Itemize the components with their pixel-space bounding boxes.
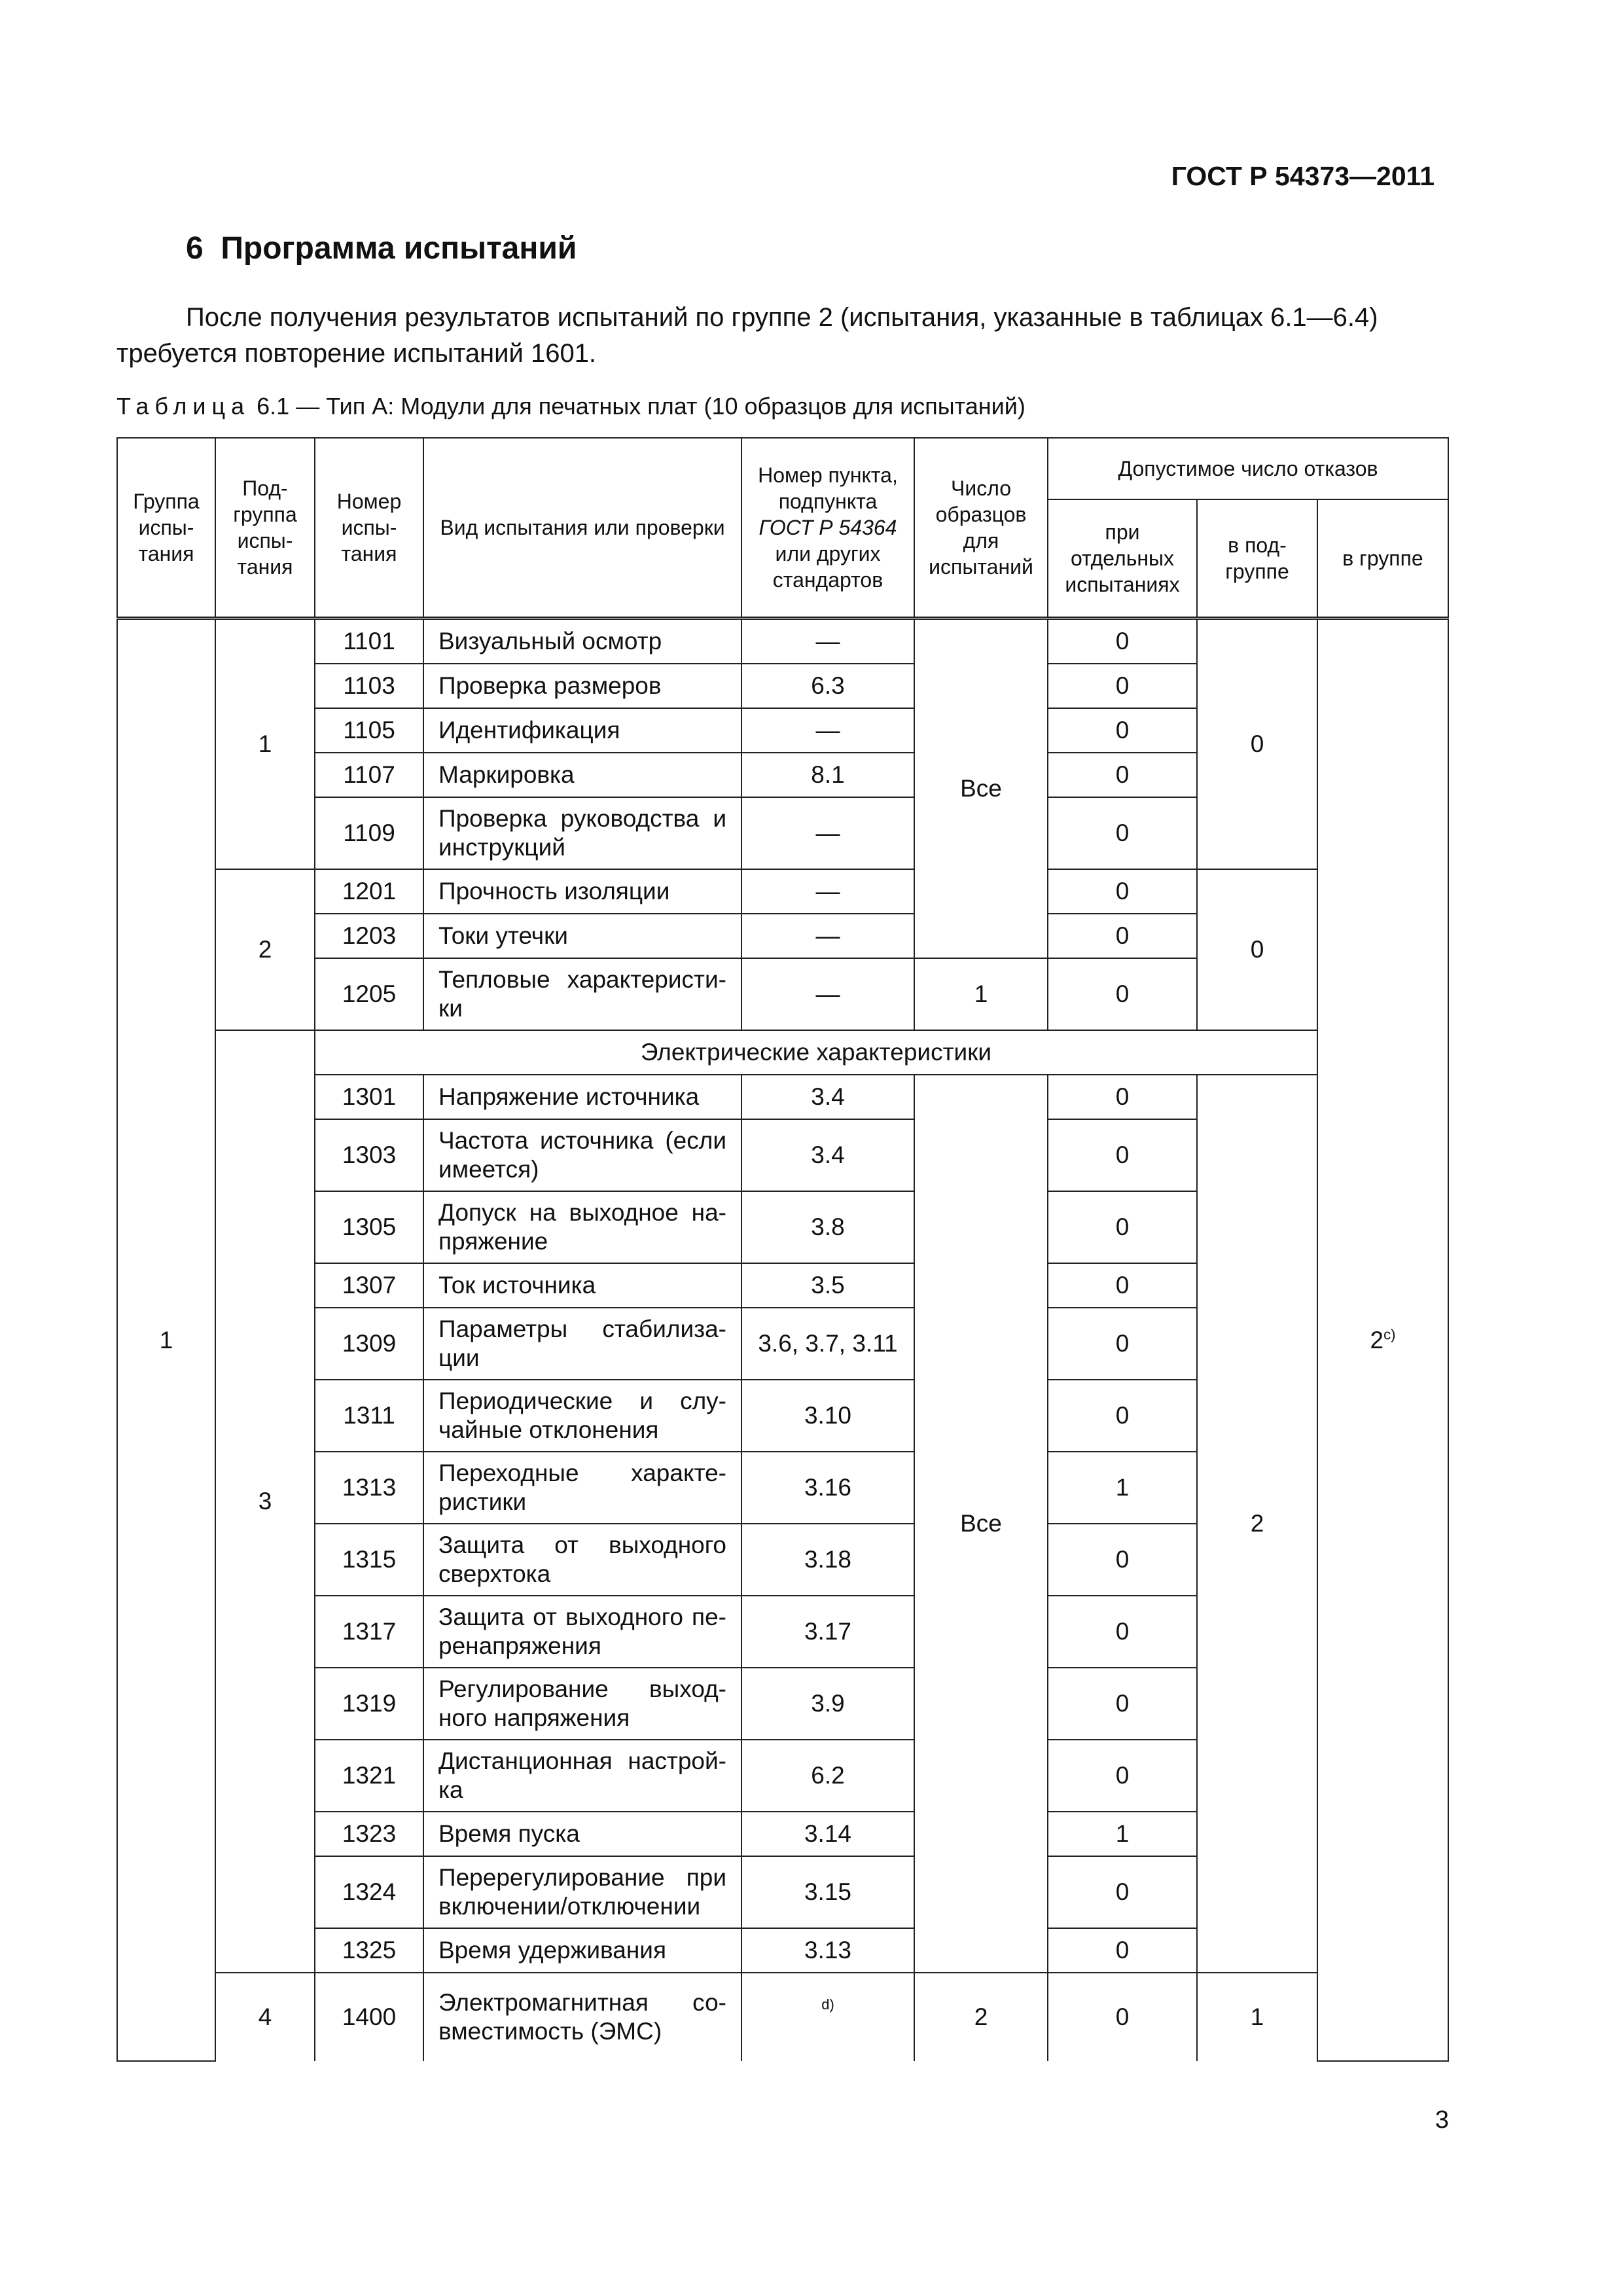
header-test-number: Номер испы- тания bbox=[315, 438, 423, 619]
samples-cell: Все bbox=[914, 1075, 1048, 1973]
table-row bbox=[117, 1973, 1448, 2061]
subgroup-failures: 1 bbox=[1197, 1973, 1317, 2061]
test-number: 1205 bbox=[315, 958, 423, 1030]
samples-cell: Все bbox=[914, 619, 1048, 959]
test-failures: 0 bbox=[1048, 1668, 1197, 1740]
group-failures-note: c) bbox=[1383, 1326, 1396, 1343]
test-failures: 0 bbox=[1048, 1856, 1197, 1928]
test-failures: 0 bbox=[1048, 1075, 1197, 1119]
table-row bbox=[117, 869, 1448, 914]
subgroup-cell: 1 bbox=[215, 619, 315, 870]
test-failures: 0 bbox=[1048, 797, 1197, 869]
test-name: Токи утечки bbox=[423, 914, 741, 958]
test-clause: 3.15 bbox=[741, 1856, 914, 1928]
subgroup-failures: 2 bbox=[1197, 1075, 1317, 1973]
test-number: 1315 bbox=[315, 1524, 423, 1596]
table-caption-text: 6.1 — Тип А: Модули для печатных плат (10 образцов для испытаний) bbox=[250, 393, 1026, 420]
test-name: Параметры стабилиза- ции bbox=[423, 1308, 741, 1380]
header-fail-group: в группе bbox=[1317, 499, 1448, 619]
section-title: 6 Программа испытаний bbox=[186, 231, 577, 266]
group-failures bbox=[1317, 619, 1448, 2062]
test-name: Напряжение источника bbox=[423, 1075, 741, 1119]
intro-line-1: После получения результатов испытаний по группе 2 (испытания, указанные в таблицах 6.1—6.4) bbox=[186, 303, 1378, 332]
test-number: 1109 bbox=[315, 797, 423, 869]
test-name: Проверка руководства и инструкций bbox=[423, 797, 741, 869]
test-clause: 3.4 bbox=[741, 1075, 914, 1119]
header-subgroup: Под- группа испы- тания bbox=[215, 438, 315, 619]
test-clause: — bbox=[741, 958, 914, 1030]
test-clause: 3.8 bbox=[741, 1191, 914, 1263]
test-name: Регулирование выход- ного напряжения bbox=[423, 1668, 741, 1740]
group-cell: 1 bbox=[117, 619, 215, 2062]
subgroup-cell: 4 bbox=[215, 1973, 315, 2061]
table-caption bbox=[116, 393, 1026, 420]
test-failures: 0 bbox=[1048, 1380, 1197, 1452]
header-fail-individual: при отдельных испытаниях bbox=[1048, 499, 1197, 619]
test-failures: 0 bbox=[1048, 664, 1197, 708]
test-name: Время удерживания bbox=[423, 1928, 741, 1973]
test-name: Ток источника bbox=[423, 1263, 741, 1308]
test-number: 1309 bbox=[315, 1308, 423, 1380]
test-failures: 0 bbox=[1048, 1596, 1197, 1668]
test-clause: 3.13 bbox=[741, 1928, 914, 1973]
test-number: 1323 bbox=[315, 1812, 423, 1856]
intro-line-2: требуется повторение испытаний 1601. bbox=[116, 339, 597, 368]
test-name: Частота источника (если имеется) bbox=[423, 1119, 741, 1191]
test-clause: — bbox=[741, 797, 914, 869]
test-clause: 3.10 bbox=[741, 1380, 914, 1452]
test-clause: 3.6, 3.7, 3.11 bbox=[741, 1308, 914, 1380]
test-number: 1101 bbox=[315, 619, 423, 664]
test-number: 1201 bbox=[315, 869, 423, 914]
header-fail-subgroup: в под- группе bbox=[1197, 499, 1317, 619]
test-clause: 3.17 bbox=[741, 1596, 914, 1668]
subgroup-cell: 3 bbox=[215, 1030, 315, 1973]
test-name: Тепловые характеристи- ки bbox=[423, 958, 741, 1030]
test-clause: 6.3 bbox=[741, 664, 914, 708]
test-name: Перерегулирование при включении/отключении bbox=[423, 1856, 741, 1928]
subgroup-cell: 2 bbox=[215, 869, 315, 1030]
test-number: 1313 bbox=[315, 1452, 423, 1524]
samples-cell: 2 bbox=[914, 1973, 1048, 2061]
test-clause: 3.16 bbox=[741, 1452, 914, 1524]
test-clause: — bbox=[741, 914, 914, 958]
test-clause: 3.9 bbox=[741, 1668, 914, 1740]
test-number: 1311 bbox=[315, 1380, 423, 1452]
group-failures-value: 2 bbox=[1370, 1326, 1384, 1354]
table-row bbox=[117, 1075, 1448, 1119]
samples-cell: 1 bbox=[914, 958, 1048, 1030]
test-failures: 0 bbox=[1048, 1928, 1197, 1973]
test-failures: 1 bbox=[1048, 1452, 1197, 1524]
test-failures: 0 bbox=[1048, 914, 1197, 958]
test-number: 1303 bbox=[315, 1119, 423, 1191]
standard-code: ГОСТ Р 54373—2011 bbox=[1171, 161, 1435, 191]
test-name: Время пуска bbox=[423, 1812, 741, 1856]
test-failures: 0 bbox=[1048, 1263, 1197, 1308]
subgroup-failures: 0 bbox=[1197, 869, 1317, 1030]
test-failures: 0 bbox=[1048, 619, 1197, 664]
test-failures: 0 bbox=[1048, 1740, 1197, 1812]
test-name: Периодические и слу- чайные отклонения bbox=[423, 1380, 741, 1452]
test-clause: 3.5 bbox=[741, 1263, 914, 1308]
test-failures: 0 bbox=[1048, 958, 1197, 1030]
header-clause-line-1: Номер пункта, подпункта bbox=[758, 463, 898, 513]
header-allowed-failures: Допустимое число отказов bbox=[1048, 438, 1448, 499]
test-failures: 1 bbox=[1048, 1812, 1197, 1856]
section-row-title: Электрические характеристики bbox=[315, 1030, 1317, 1075]
test-number: 1317 bbox=[315, 1596, 423, 1668]
header-test-kind: Вид испытания или проверки bbox=[423, 438, 741, 619]
test-program-table bbox=[116, 437, 1449, 2062]
test-name: Допуск на выходное на- пряжение bbox=[423, 1191, 741, 1263]
page-number: 3 bbox=[1435, 2106, 1449, 2134]
test-failures: 0 bbox=[1048, 1973, 1197, 2061]
test-name: Идентификация bbox=[423, 708, 741, 753]
table-row bbox=[117, 619, 1448, 664]
test-name: Визуальный осмотр bbox=[423, 619, 741, 664]
test-name: Защита от выходного сверхтока bbox=[423, 1524, 741, 1596]
test-number: 1301 bbox=[315, 1075, 423, 1119]
test-clause: — bbox=[741, 708, 914, 753]
test-clause: 3.14 bbox=[741, 1812, 914, 1856]
test-clause: 6.2 bbox=[741, 1740, 914, 1812]
test-number: 1203 bbox=[315, 914, 423, 958]
test-number: 1307 bbox=[315, 1263, 423, 1308]
table-row bbox=[117, 1030, 1448, 1075]
test-number: 1324 bbox=[315, 1856, 423, 1928]
test-clause: — bbox=[741, 869, 914, 914]
test-name: Прочность изоляции bbox=[423, 869, 741, 914]
test-clause-note: d) bbox=[741, 1973, 914, 2061]
intro-paragraph bbox=[116, 300, 1441, 372]
test-failures: 0 bbox=[1048, 1524, 1197, 1596]
subgroup-failures: 0 bbox=[1197, 619, 1317, 870]
test-failures: 0 bbox=[1048, 1308, 1197, 1380]
test-name: Маркировка bbox=[423, 753, 741, 797]
test-name: Защита от выходного пе- ренапряжения bbox=[423, 1596, 741, 1668]
test-number: 1105 bbox=[315, 708, 423, 753]
test-name: Проверка размеров bbox=[423, 664, 741, 708]
test-failures: 0 bbox=[1048, 869, 1197, 914]
test-clause: 3.4 bbox=[741, 1119, 914, 1191]
test-clause: 3.18 bbox=[741, 1524, 914, 1596]
test-clause: — bbox=[741, 619, 914, 664]
test-name: Переходные характе- ристики bbox=[423, 1452, 741, 1524]
test-clause: 8.1 bbox=[741, 753, 914, 797]
header-clause-standard: ГОСТ Р 54364 bbox=[758, 516, 897, 539]
test-number: 1103 bbox=[315, 664, 423, 708]
test-failures: 0 bbox=[1048, 708, 1197, 753]
header-group: Группа испы- тания bbox=[117, 438, 215, 619]
header-clause bbox=[741, 438, 914, 619]
test-failures: 0 bbox=[1048, 753, 1197, 797]
test-number: 1305 bbox=[315, 1191, 423, 1263]
table-caption-prefix: Таблица bbox=[116, 393, 251, 420]
test-failures: 0 bbox=[1048, 1119, 1197, 1191]
test-failures: 0 bbox=[1048, 1191, 1197, 1263]
header-samples: Число образцов для испытаний bbox=[914, 438, 1048, 619]
test-number: 1107 bbox=[315, 753, 423, 797]
test-name: Электромагнитная со- вместимость (ЭМС) bbox=[423, 1973, 741, 2061]
test-number: 1319 bbox=[315, 1668, 423, 1740]
header-clause-line-3: или других стандартов bbox=[772, 542, 883, 592]
test-name: Дистанционная настрой- ка bbox=[423, 1740, 741, 1812]
test-number: 1325 bbox=[315, 1928, 423, 1973]
test-number: 1321 bbox=[315, 1740, 423, 1812]
test-number: 1400 bbox=[315, 1973, 423, 2061]
